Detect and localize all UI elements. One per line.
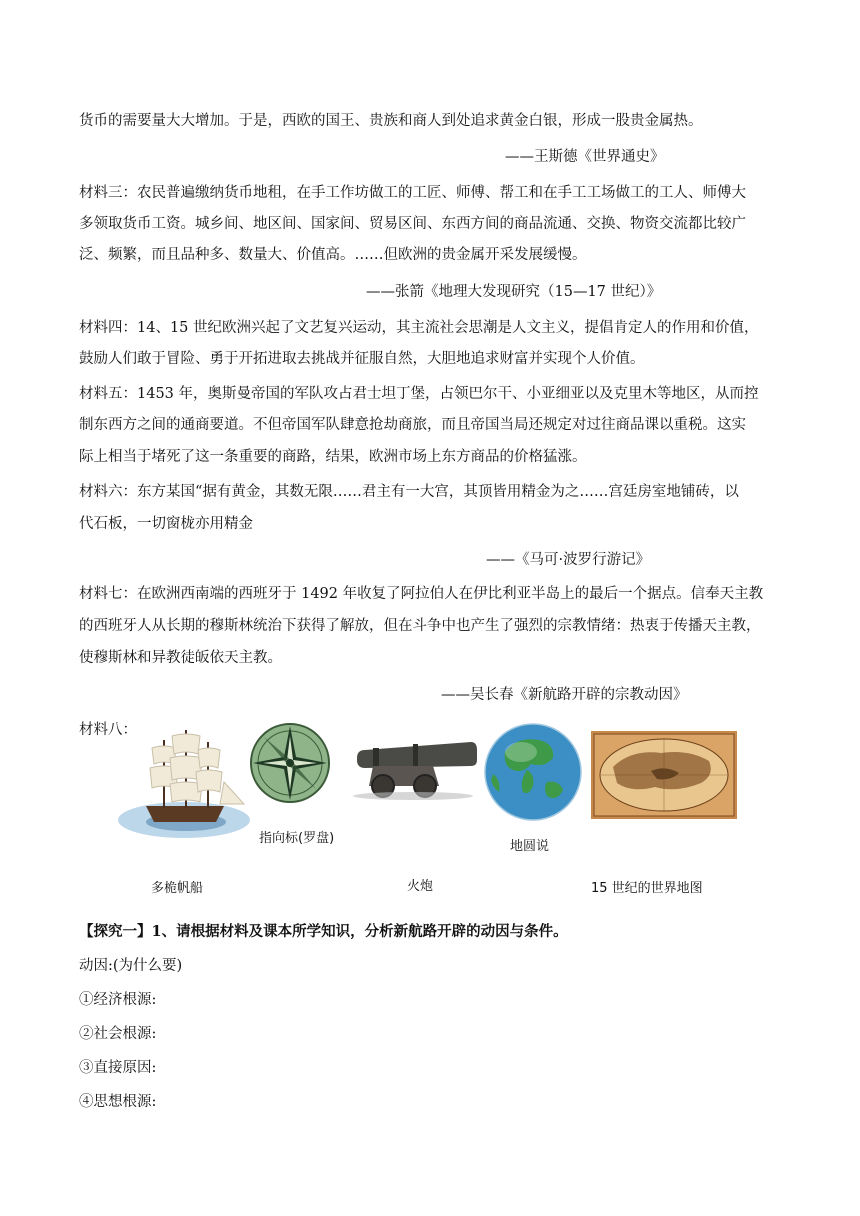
map-caption: 15 世纪的世界地图 xyxy=(591,881,703,896)
answer-prompt: ④思想根源: xyxy=(79,1094,157,1110)
material-4-line: 鼓励人们敢于冒险、勇于开拓进取去挑战并征服自然，大胆地追求财富并实现个人价值。 xyxy=(79,351,645,367)
world-map-image xyxy=(591,731,737,819)
cannon-image xyxy=(353,730,479,800)
source-citation: ——《马可·波罗行游记》 xyxy=(486,552,651,568)
sailing-ship-image xyxy=(116,722,252,840)
material-8-label: 材料八： xyxy=(79,722,137,738)
ship-caption: 多桅帆船 xyxy=(151,881,204,896)
source-citation: ——张箭《地理大发现研究（15—17 世纪）》 xyxy=(366,284,662,300)
globe-caption: 地圆说 xyxy=(510,839,550,854)
answer-prompt: ③直接原因: xyxy=(79,1060,157,1076)
cannon-caption: 火炮 xyxy=(407,879,434,894)
globe-image xyxy=(483,722,583,822)
source-citation: ——王斯德《世界通史》 xyxy=(505,149,665,165)
question-tag: 【探究一】 xyxy=(79,923,152,940)
material-7-line: 材料七：在欧洲西南端的西班牙于 1492 年收复了阿拉伯人在伊比利亚半岛上的最后一个据点。信奉天主教 xyxy=(79,586,764,602)
question-heading xyxy=(79,922,568,942)
source-citation: ——吴长春《新航路开辟的宗教动因》 xyxy=(441,687,688,703)
answer-prompt: ①经济根源: xyxy=(79,992,157,1008)
material-7-line: 的西班牙人从长期的穆斯林统治下获得了解放，但在斗争中也产生了强烈的宗教情绪：热衷于传播天主教， xyxy=(79,618,761,634)
question-text: 请根据材料及课本所学知识，分析新航路开辟的动因与条件。 xyxy=(176,923,568,940)
question-subheading: 动因:(为什么要) xyxy=(79,958,183,974)
material-4-line: 材料四：14、15 世纪欧洲兴起了文艺复兴运动，其主流社会思潮是人文主义，提倡肯定人的作用和价值， xyxy=(79,320,759,336)
material-3-line: 材料三：农民普遍缴纳货币地租，在手工作坊做工的工匠、师傅、帮工和在手工工场做工的工人、师傅大 xyxy=(79,185,746,201)
compass-image xyxy=(249,722,331,804)
answer-prompt: ②社会根源: xyxy=(79,1026,157,1042)
material-3-line: 多领取货币工资。城乡间、地区间、国家间、贸易区间、东西方间的商品流通、交换、物资交流都比较广 xyxy=(79,216,746,232)
question-number: 1、 xyxy=(151,923,177,940)
text-line: 货币的需要量大大增加。于是，西欧的国王、贵族和商人到处追求黄金白银，形成一股贵金属热。 xyxy=(79,113,703,129)
material-5-line: 际上相当于堵死了这一条重要的商路，结果，欧洲市场上东方商品的价格猛涨。 xyxy=(79,449,587,465)
material-5-line: 材料五：1453 年，奥斯曼帝国的军队攻占君士坦丁堡，占领巴尔干、小亚细亚以及克里木等地区，从而控 xyxy=(79,386,759,402)
compass-caption: 指向标(罗盘) xyxy=(259,831,335,846)
material-6-line: 代石板，一切窗栊亦用精金 xyxy=(79,516,253,532)
material-7-line: 使穆斯林和异教徒皈依天主教。 xyxy=(79,650,282,666)
material-5-line: 制东西方之间的通商要道。不但帝国军队肆意抢劫商旅，而且帝国当局还规定对过往商品课以重税。这实 xyxy=(79,417,746,433)
material-6-line: 材料六：东方某国“据有黄金，其数无限……君主有一大宫，其顶皆用精金为之……宫廷房室地铺砖，以 xyxy=(79,484,739,500)
material-3-line: 泛、频繁，而且品种多、数量大、价值高。……但欧洲的贵金属开采发展缓慢。 xyxy=(79,247,587,263)
